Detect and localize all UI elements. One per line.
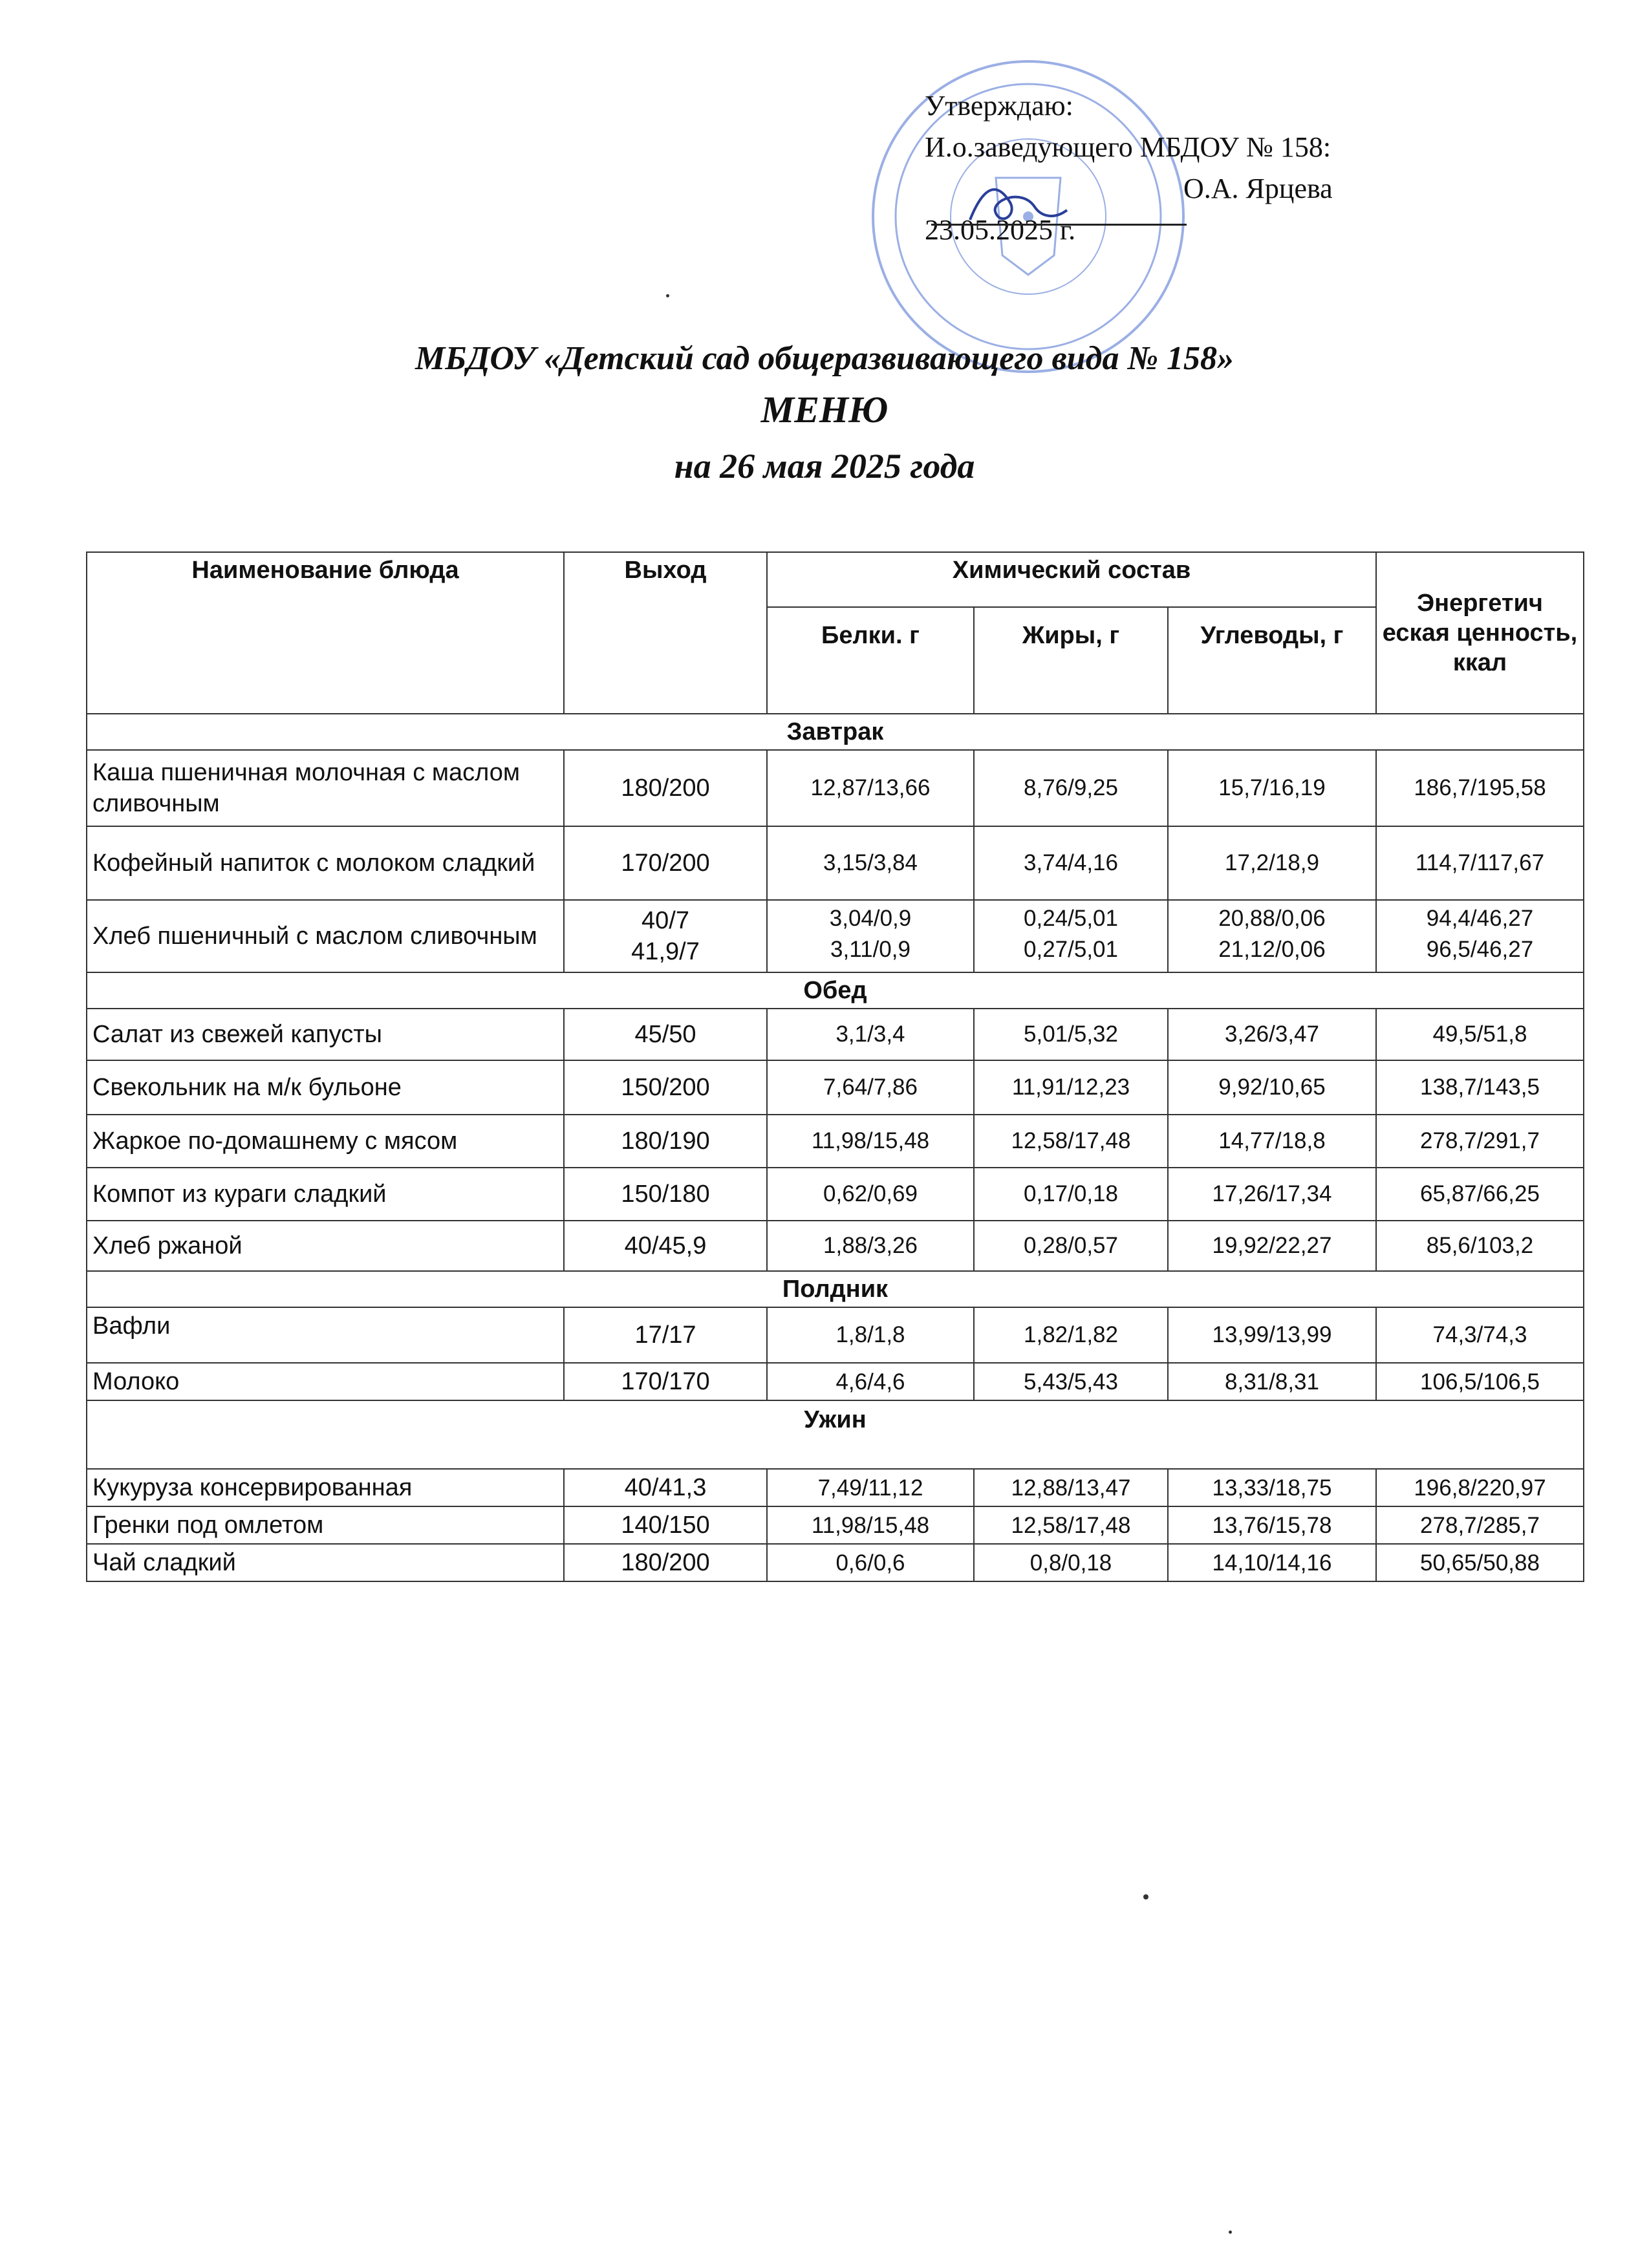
dish-energy: 186,7/195,58 [1376, 750, 1584, 826]
dish-energy: 85,6/103,2 [1376, 1221, 1584, 1271]
dish-yield [564, 900, 767, 972]
dish-fat: 3,74/4,16 [974, 826, 1168, 900]
dish-name: Хлеб пшеничный с маслом сливочным [87, 900, 564, 972]
dish-energy [1376, 900, 1584, 972]
dish-carbs: 13,33/18,75 [1168, 1469, 1376, 1506]
dish-fat [974, 900, 1168, 972]
section-dinner: Ужин [87, 1400, 1584, 1469]
dish-yield: 45/50 [564, 1009, 767, 1060]
section-lunch: Обед [87, 972, 1584, 1009]
dish-energy: 65,87/66,25 [1376, 1168, 1584, 1221]
dish-carbs: 9,92/10,65 [1168, 1060, 1376, 1115]
dish-yield: 150/180 [564, 1168, 767, 1221]
dish-protein: 0,6/0,6 [767, 1544, 974, 1581]
dish-energy: 278,7/291,7 [1376, 1115, 1584, 1168]
table-row [87, 1060, 1584, 1115]
dish-yield: 40/45,9 [564, 1221, 767, 1271]
handwritten-signature [957, 175, 1073, 233]
dish-protein: 11,98/15,48 [767, 1115, 974, 1168]
approval-heading: Утверждаю: [925, 90, 1073, 122]
table-row [87, 1168, 1584, 1221]
dish-carbs [1168, 900, 1376, 972]
dish-fat: 5,01/5,32 [974, 1009, 1168, 1060]
dish-carbs: 14,77/18,8 [1168, 1115, 1376, 1168]
menu-date: на 26 мая 2025 года [674, 447, 975, 486]
dish-carbs: 19,92/22,27 [1168, 1221, 1376, 1271]
value-line: 21,12/0,06 [1218, 937, 1326, 962]
section-snack: Полдник [87, 1271, 1584, 1307]
dish-protein: 11,98/15,48 [767, 1506, 974, 1544]
scan-speck [666, 294, 669, 297]
value-line: 3,04/0,9 [829, 906, 912, 931]
value-line: 20,88/0,06 [1218, 906, 1326, 931]
dish-energy: 114,7/117,67 [1376, 826, 1584, 900]
value-line: 96,5/46,27 [1426, 937, 1534, 962]
approval-position: И.о.заведующего МБДОУ № 158: [925, 131, 1331, 163]
table-row [87, 1221, 1584, 1271]
dish-name: Молоко [87, 1363, 564, 1400]
dish-name: Свекольник на м/к бульоне [87, 1060, 564, 1115]
dish-fat: 12,58/17,48 [974, 1115, 1168, 1168]
table-row [87, 1469, 1584, 1506]
dish-protein: 1,88/3,26 [767, 1221, 974, 1271]
dish-protein: 12,87/13,66 [767, 750, 974, 826]
organization-title: МБДОУ «Детский сад общеразвивающего вида № 158» [415, 340, 1234, 377]
table-row [87, 1009, 1584, 1060]
table-row [87, 750, 1584, 826]
dish-fat: 12,58/17,48 [974, 1506, 1168, 1544]
dish-protein: 0,62/0,69 [767, 1168, 974, 1221]
dish-energy: 278,7/285,7 [1376, 1506, 1584, 1544]
dish-name: Салат из свежей капусты [87, 1009, 564, 1060]
section-row [87, 714, 1584, 750]
dish-name: Каша пшеничная молочная с маслом сливочным [87, 750, 564, 826]
section-row [87, 1400, 1584, 1469]
table-row [87, 1544, 1584, 1581]
scan-speck [1229, 2231, 1232, 2234]
dish-yield: 40/41,3 [564, 1469, 767, 1506]
table-row [87, 900, 1584, 972]
dish-carbs: 13,99/13,99 [1168, 1307, 1376, 1363]
yield-line: 40/7 [641, 907, 689, 934]
dish-name: Кофейный напиток с молоком сладкий [87, 826, 564, 900]
dish-yield: 180/190 [564, 1115, 767, 1168]
dish-energy: 106,5/106,5 [1376, 1363, 1584, 1400]
dish-carbs: 14,10/14,16 [1168, 1544, 1376, 1581]
table-header-row [87, 552, 1584, 607]
dish-name: Жаркое по-домашнему с мясом [87, 1115, 564, 1168]
table-row [87, 1115, 1584, 1168]
table-row [87, 826, 1584, 900]
value-line: 0,27/5,01 [1024, 937, 1118, 962]
dish-name: Хлеб ржаной [87, 1221, 564, 1271]
dish-carbs: 15,7/16,19 [1168, 750, 1376, 826]
dish-fat: 5,43/5,43 [974, 1363, 1168, 1400]
dish-yield: 17/17 [564, 1307, 767, 1363]
approval-date: 23.05.2025 г. [925, 214, 1076, 246]
header-yield: Выход [564, 552, 767, 714]
header-dish-name: Наименование блюда [87, 552, 564, 714]
signatory-name: О.А. Ярцева [1183, 173, 1333, 204]
dish-yield: 180/200 [564, 1544, 767, 1581]
header-chemical-composition: Химический состав [767, 552, 1376, 607]
dish-fat: 11,91/12,23 [974, 1060, 1168, 1115]
dish-name: Чай сладкий [87, 1544, 564, 1581]
dish-protein: 3,15/3,84 [767, 826, 974, 900]
menu-table [86, 551, 1584, 1582]
header-energy: Энергетич еская ценность, ккал [1376, 552, 1584, 714]
dish-protein [767, 900, 974, 972]
dish-carbs: 3,26/3,47 [1168, 1009, 1376, 1060]
dish-energy: 138,7/143,5 [1376, 1060, 1584, 1115]
scan-speck [1143, 1894, 1148, 1899]
dish-carbs: 17,2/18,9 [1168, 826, 1376, 900]
dish-fat: 0,28/0,57 [974, 1221, 1168, 1271]
header-fat: Жиры, г [974, 607, 1168, 714]
dish-fat: 1,82/1,82 [974, 1307, 1168, 1363]
dish-yield: 170/200 [564, 826, 767, 900]
dish-name: Кукуруза консервированная [87, 1469, 564, 1506]
table-row [87, 1307, 1584, 1363]
value-line: 94,4/46,27 [1426, 906, 1534, 931]
dish-protein: 7,49/11,12 [767, 1469, 974, 1506]
dish-yield: 150/200 [564, 1060, 767, 1115]
header-protein: Белки. г [767, 607, 974, 714]
dish-protein: 3,1/3,4 [767, 1009, 974, 1060]
dish-fat: 0,8/0,18 [974, 1544, 1168, 1581]
dish-protein: 7,64/7,86 [767, 1060, 974, 1115]
table-row [87, 1506, 1584, 1544]
value-line: 0,24/5,01 [1024, 906, 1118, 931]
dish-energy: 196,8/220,97 [1376, 1469, 1584, 1506]
menu-title: МЕНЮ [760, 389, 889, 431]
dish-protein: 1,8/1,8 [767, 1307, 974, 1363]
dish-carbs: 17,26/17,34 [1168, 1168, 1376, 1221]
dish-yield: 170/170 [564, 1363, 767, 1400]
dish-name: Вафли [87, 1307, 564, 1363]
dish-energy: 74,3/74,3 [1376, 1307, 1584, 1363]
dish-protein: 4,6/4,6 [767, 1363, 974, 1400]
dish-carbs: 13,76/15,78 [1168, 1506, 1376, 1544]
yield-line: 41,9/7 [631, 938, 700, 965]
table-row [87, 1363, 1584, 1400]
dish-fat: 8,76/9,25 [974, 750, 1168, 826]
section-breakfast: Завтрак [87, 714, 1584, 750]
dish-name: Компот из кураги сладкий [87, 1168, 564, 1221]
dish-yield: 140/150 [564, 1506, 767, 1544]
dish-fat: 0,17/0,18 [974, 1168, 1168, 1221]
section-row [87, 1271, 1584, 1307]
section-row [87, 972, 1584, 1009]
dish-fat: 12,88/13,47 [974, 1469, 1168, 1506]
header-carbs: Углеводы, г [1168, 607, 1376, 714]
dish-yield: 180/200 [564, 750, 767, 826]
dish-carbs: 8,31/8,31 [1168, 1363, 1376, 1400]
dish-energy: 49,5/51,8 [1376, 1009, 1584, 1060]
dish-name: Гренки под омлетом [87, 1506, 564, 1544]
value-line: 3,11/0,9 [830, 937, 911, 962]
dish-energy: 50,65/50,88 [1376, 1544, 1584, 1581]
